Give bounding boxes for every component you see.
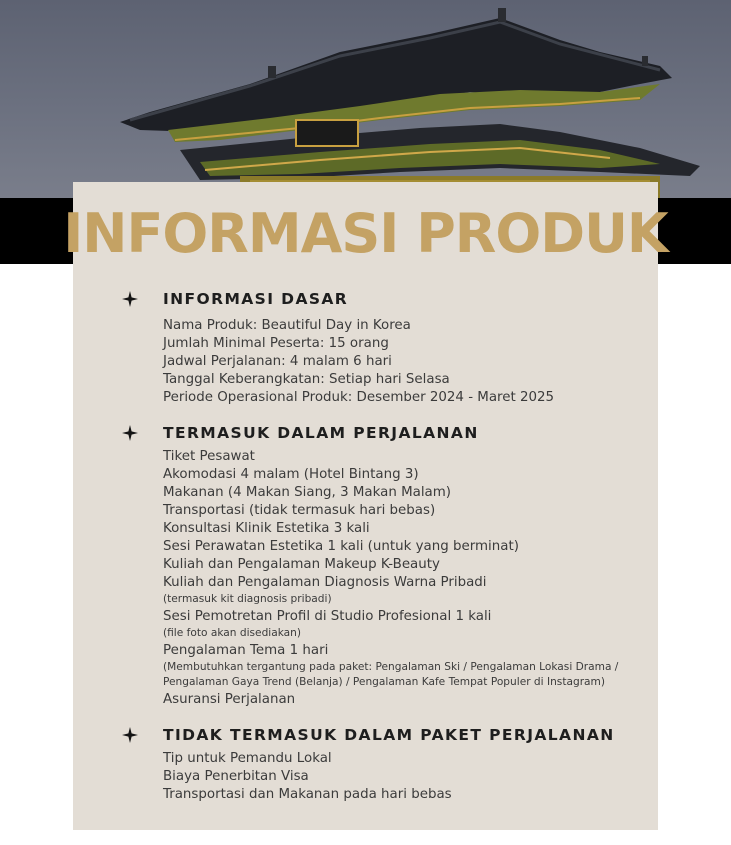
- list-item: Periode Operasional Produk: Desember 2024 - Maret 2025: [163, 390, 555, 405]
- list-item: Tip untuk Pemandu Lokal: [163, 751, 332, 766]
- section-heading: INFORMASI DASAR: [163, 290, 349, 308]
- list-item: Kuliah dan Pengalaman Makeup K-Beauty: [163, 557, 440, 572]
- list-item: Jadwal Perjalanan: 4 malam 6 hari: [163, 354, 392, 369]
- list-item: Makanan (4 Makan Siang, 3 Makan Malam): [163, 485, 452, 500]
- section-heading: TIDAK TERMASUK DALAM PAKET PERJALANAN: [163, 726, 615, 744]
- list-item-note: (Membutuhkan tergantung pada paket: Pengalaman Ski / Pengalaman Lokasi Drama / Pengalaman Gaya Trend (Belanja) / Pengalaman Kafe Tempat Populer di Instagram): [163, 661, 619, 688]
- list-item: Tiket Pesawat: [163, 449, 255, 464]
- hero-palace-photo: [0, 0, 731, 200]
- list-item: Transportasi dan Makanan pada hari bebas: [163, 787, 452, 802]
- list-item: Kuliah dan Pengalaman Diagnosis Warna Pribadi: [163, 575, 487, 590]
- four-point-star-icon: [122, 727, 138, 743]
- four-point-star-icon: [122, 425, 138, 441]
- list-item: Nama Produk: Beautiful Day in Korea: [163, 318, 411, 333]
- list-item: Konsultasi Klinik Estetika 3 kali: [163, 521, 370, 536]
- list-item: Jumlah Minimal Peserta: 15 orang: [163, 336, 389, 351]
- four-point-star-icon: [122, 291, 138, 307]
- list-item: Transportasi (tidak termasuk hari bebas): [163, 503, 436, 518]
- list-item: Akomodasi 4 malam (Hotel Bintang 3): [163, 467, 419, 482]
- list-item: Biaya Penerbitan Visa: [163, 769, 309, 784]
- list-item-note: (file foto akan disediakan): [163, 627, 302, 639]
- section-heading: TERMASUK DALAM PERJALANAN: [163, 424, 479, 442]
- list-item: Sesi Perawatan Estetika 1 kali (untuk yang berminat): [163, 539, 519, 554]
- list-item: Asuransi Perjalanan: [163, 692, 296, 707]
- palace-roof-illustration: [0, 0, 731, 200]
- section-lines: [163, 317, 643, 407]
- list-item: Sesi Pemotretan Profil di Studio Profesional 1 kali: [163, 609, 492, 624]
- list-item-note: (termasuk kit diagnosis pribadi): [163, 593, 332, 605]
- section-lines: [163, 750, 643, 804]
- page-title: INFORMASI PRODUK: [63, 202, 668, 265]
- list-item: Tanggal Keberangkatan: Setiap hari Selasa: [163, 372, 450, 387]
- list-item: Pengalaman Tema 1 hari: [163, 643, 329, 658]
- section-lines: [163, 448, 633, 709]
